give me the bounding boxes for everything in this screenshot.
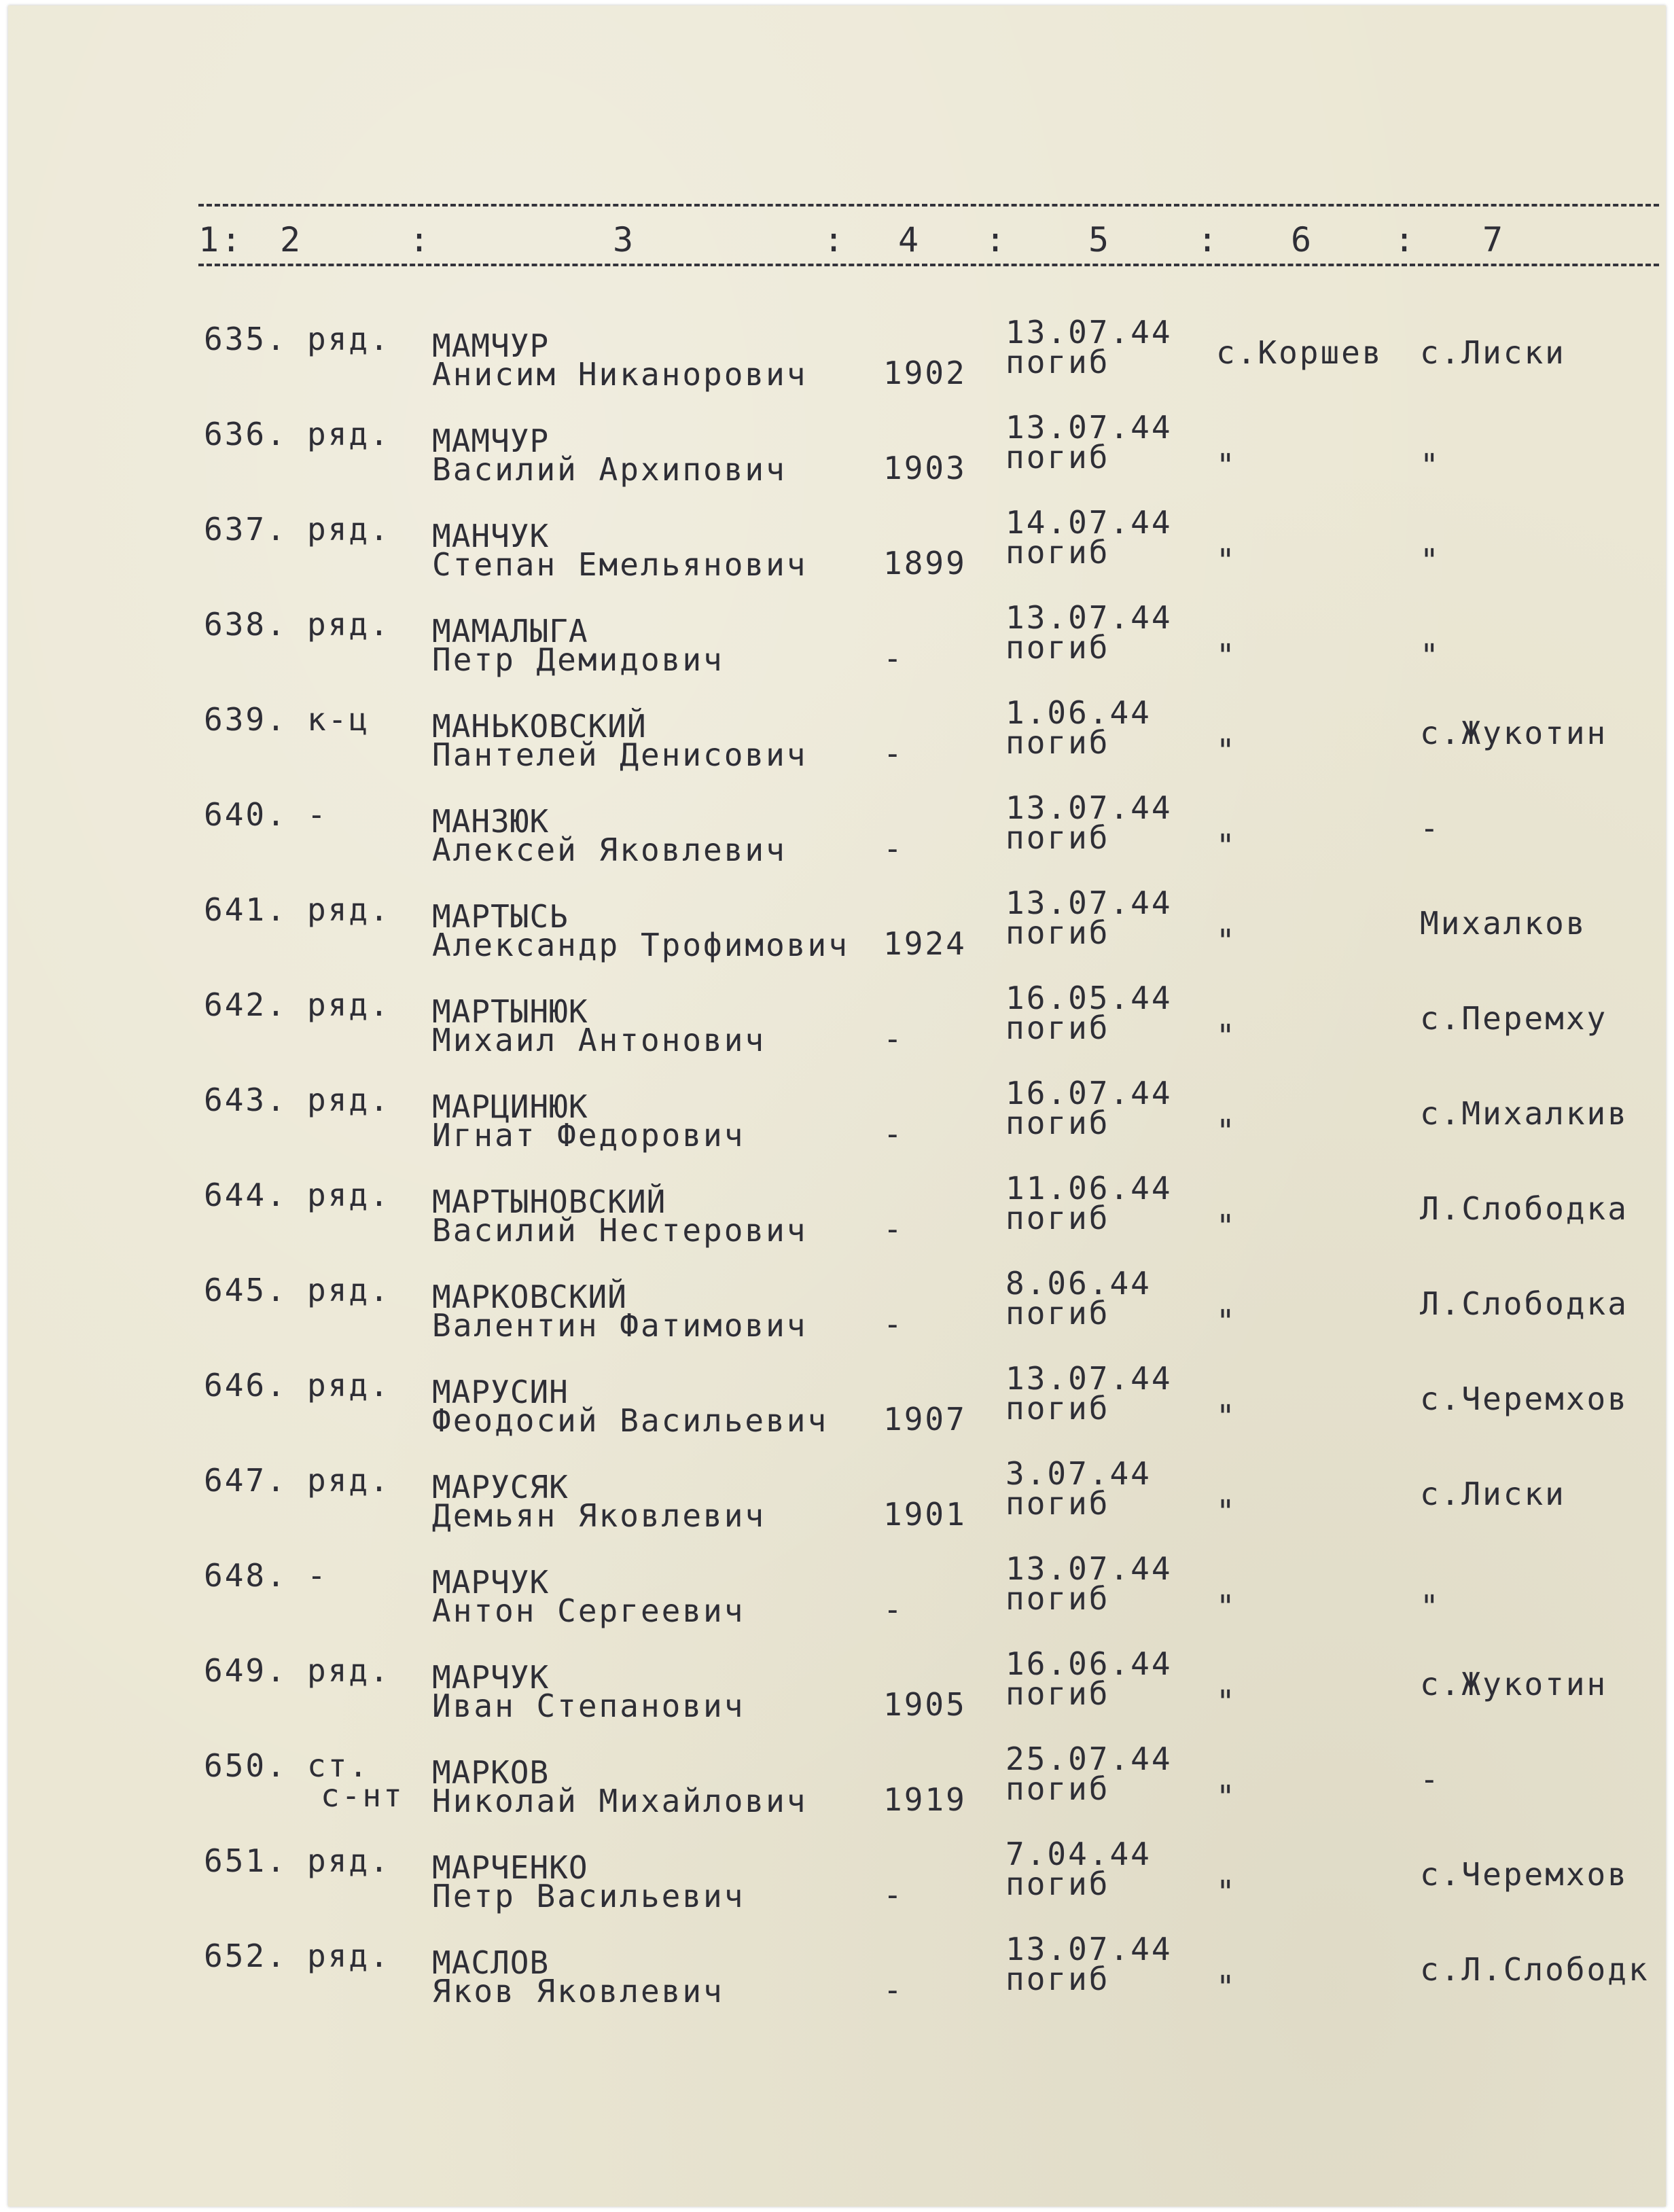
surname: МАСЛОВ xyxy=(432,1944,550,1981)
burial-place: с.Лиски xyxy=(1420,334,1566,371)
birth-year: 1924 xyxy=(883,925,967,962)
register-entry xyxy=(0,1931,1674,2031)
date: 8.06.44 xyxy=(1005,1265,1152,1302)
date: 13.07.44 xyxy=(1005,1360,1173,1397)
rank: ряд. xyxy=(307,1272,391,1308)
header-top-rule xyxy=(198,204,1659,207)
column-header-row xyxy=(198,216,1659,266)
surname: МАРКОВ xyxy=(432,1754,550,1791)
date: 13.07.44 xyxy=(1005,1931,1173,1967)
surname: МАНЬКОВСКИЙ xyxy=(432,708,647,745)
surname: МАРКОВСКИЙ xyxy=(432,1279,627,1315)
row-number: 636. xyxy=(204,416,287,452)
given-names: Михаил Антонович xyxy=(432,1022,766,1058)
place-of-death: " xyxy=(1216,1779,1237,1815)
date: 13.07.44 xyxy=(1005,314,1173,351)
row-number: 647. xyxy=(204,1462,287,1499)
header-col-6: 6 xyxy=(1291,220,1314,260)
rank: ряд. xyxy=(307,1938,391,1974)
header-col-5: 5 xyxy=(1088,220,1111,260)
register-entry xyxy=(0,980,1674,1080)
header-sep: : xyxy=(409,220,432,260)
register-entry xyxy=(0,885,1674,985)
given-names: Петр Демидович xyxy=(432,641,724,678)
fate: погиб xyxy=(1005,1105,1110,1141)
place-of-death: " xyxy=(1216,1493,1237,1530)
given-names: Николай Михайлович xyxy=(432,1783,808,1819)
given-names: Василий Нестерович xyxy=(432,1212,808,1249)
burial-place: " xyxy=(1420,637,1441,674)
given-names: Иван Степанович xyxy=(432,1688,745,1724)
place-of-death: " xyxy=(1216,1683,1237,1720)
given-names: Валентин Фатимович xyxy=(432,1307,808,1344)
rank: ряд. xyxy=(307,1082,391,1118)
birth-year: - xyxy=(883,640,904,677)
burial-place: с.Черемхов xyxy=(1420,1856,1628,1893)
place-of-death: " xyxy=(1216,827,1237,864)
birth-year: - xyxy=(883,1020,904,1057)
register-entry xyxy=(0,1645,1674,1746)
fate: погиб xyxy=(1005,1675,1110,1712)
surname: МАРЦИНЮК xyxy=(432,1088,588,1125)
rank: - xyxy=(307,796,328,833)
register-entry xyxy=(0,504,1674,605)
burial-place: - xyxy=(1420,810,1441,846)
surname: МАМЧУР xyxy=(432,423,550,459)
register-entry xyxy=(0,314,1674,414)
row-number: 650. xyxy=(204,1747,287,1784)
rank: ряд. xyxy=(307,1177,391,1213)
surname: МАРТЫНЮК xyxy=(432,993,588,1030)
date: 13.07.44 xyxy=(1005,599,1173,636)
register-entry xyxy=(0,789,1674,890)
place-of-death: " xyxy=(1216,1113,1237,1149)
place-of-death: " xyxy=(1216,1018,1237,1054)
surname: МАНЧУК xyxy=(432,518,550,554)
register-entry xyxy=(0,599,1674,700)
birth-year: - xyxy=(883,1876,904,1913)
row-number: 635. xyxy=(204,321,287,357)
row-number: 649. xyxy=(204,1652,287,1689)
header-col-4: 4 xyxy=(898,220,921,260)
header-sep: : xyxy=(1394,220,1417,260)
row-number: 643. xyxy=(204,1082,287,1118)
given-names: Игнат Федорович xyxy=(432,1117,745,1154)
place-of-death: " xyxy=(1216,1398,1237,1435)
date: 16.05.44 xyxy=(1005,980,1173,1016)
date: 3.07.44 xyxy=(1005,1455,1152,1492)
date: 16.07.44 xyxy=(1005,1075,1173,1111)
rank-second-line: с-нт xyxy=(321,1777,404,1814)
surname: МАРУСЯК xyxy=(432,1469,569,1505)
fate: погиб xyxy=(1005,1390,1110,1427)
birth-year: 1901 xyxy=(883,1496,967,1533)
register-entry xyxy=(0,694,1674,795)
row-number: 637. xyxy=(204,511,287,548)
place-of-death: " xyxy=(1216,1969,1237,2005)
surname: МАМАЛЫГА xyxy=(432,613,588,649)
date: 16.06.44 xyxy=(1005,1645,1173,1682)
header-sep: : xyxy=(823,220,847,260)
date: 13.07.44 xyxy=(1005,885,1173,921)
register-entry xyxy=(0,409,1674,510)
rank: ряд. xyxy=(307,1367,391,1404)
given-names: Яков Яковлевич xyxy=(432,1973,724,2010)
row-number: 640. xyxy=(204,796,287,833)
given-names: Петр Васильевич xyxy=(432,1878,745,1914)
fate: погиб xyxy=(1005,914,1110,951)
birth-year: - xyxy=(883,1211,904,1247)
surname: МАРЧУК xyxy=(432,1564,550,1601)
burial-place: с.Л.Слободк xyxy=(1420,1951,1650,1988)
fate: погиб xyxy=(1005,439,1110,476)
surname: МАРЧЕНКО xyxy=(432,1849,588,1886)
row-number: 645. xyxy=(204,1272,287,1308)
header-col-2: 2 xyxy=(280,220,303,260)
burial-place: " xyxy=(1420,542,1441,579)
rank: ряд. xyxy=(307,1842,391,1879)
fate: погиб xyxy=(1005,724,1110,761)
rank: к-ц xyxy=(307,701,370,738)
date: 13.07.44 xyxy=(1005,789,1173,826)
place-of-death: с.Коршев xyxy=(1216,334,1383,371)
burial-place: с.Черемхов xyxy=(1420,1380,1628,1417)
surname: МАМЧУР xyxy=(432,327,550,364)
place-of-death: " xyxy=(1216,1874,1237,1910)
row-number: 638. xyxy=(204,606,287,643)
birth-year: - xyxy=(883,830,904,867)
given-names: Антон Сергеевич xyxy=(432,1592,745,1629)
date: 7.04.44 xyxy=(1005,1836,1152,1872)
burial-place: " xyxy=(1420,447,1441,484)
fate: погиб xyxy=(1005,819,1110,856)
given-names: Александр Трофимович xyxy=(432,927,849,963)
fate: погиб xyxy=(1005,1580,1110,1617)
fate: погиб xyxy=(1005,1295,1110,1332)
given-names: Алексей Яковлевич xyxy=(432,832,787,868)
header-col-3: 3 xyxy=(613,220,636,260)
place-of-death: " xyxy=(1216,637,1237,674)
row-number: 651. xyxy=(204,1842,287,1879)
burial-place: с.Михалкив xyxy=(1420,1095,1628,1132)
given-names: Феодосий Васильевич xyxy=(432,1402,829,1439)
date: 14.07.44 xyxy=(1005,504,1173,541)
register-entry xyxy=(0,1550,1674,1651)
date: 11.06.44 xyxy=(1005,1170,1173,1207)
given-names: Пантелей Денисович xyxy=(432,736,808,773)
burial-place: Михалков xyxy=(1420,905,1587,942)
register-entry xyxy=(0,1075,1674,1175)
fate: погиб xyxy=(1005,1770,1110,1807)
burial-place: с.Лиски xyxy=(1420,1476,1566,1512)
place-of-death: " xyxy=(1216,1588,1237,1625)
burial-place: с.Перемху xyxy=(1420,1000,1608,1037)
burial-place: - xyxy=(1420,1761,1441,1798)
birth-year: 1919 xyxy=(883,1781,967,1818)
row-number: 644. xyxy=(204,1177,287,1213)
birth-year: 1902 xyxy=(883,355,967,391)
rank: ряд. xyxy=(307,321,391,357)
rank: ряд. xyxy=(307,1652,391,1689)
fate: погиб xyxy=(1005,1010,1110,1046)
birth-year: 1899 xyxy=(883,545,967,582)
birth-year: - xyxy=(883,1116,904,1152)
place-of-death: " xyxy=(1216,542,1237,579)
burial-place: Л.Слободка xyxy=(1420,1285,1628,1322)
rank: ст. xyxy=(307,1747,370,1784)
given-names: Степан Емельянович xyxy=(432,546,808,583)
row-number: 642. xyxy=(204,986,287,1023)
surname: МАРТЫНОВСКИЙ xyxy=(432,1183,666,1220)
row-number: 641. xyxy=(204,891,287,928)
register-entry xyxy=(0,1360,1674,1461)
birth-year: - xyxy=(883,735,904,772)
row-number: 639. xyxy=(204,701,287,738)
rank: ряд. xyxy=(307,986,391,1023)
birth-year: - xyxy=(883,1591,904,1628)
rank: ряд. xyxy=(307,1462,391,1499)
surname: МАНЗЮК xyxy=(432,803,550,840)
birth-year: - xyxy=(883,1972,904,2008)
birth-year: - xyxy=(883,1306,904,1342)
burial-place: с.Жукотин xyxy=(1420,1666,1608,1702)
given-names: Анисим Никанорович xyxy=(432,356,808,393)
given-names: Василий Архипович xyxy=(432,451,787,488)
place-of-death: " xyxy=(1216,923,1237,959)
fate: погиб xyxy=(1005,1961,1110,1997)
date: 25.07.44 xyxy=(1005,1741,1173,1777)
birth-year: 1903 xyxy=(883,450,967,486)
place-of-death: " xyxy=(1216,1208,1237,1245)
rank: ряд. xyxy=(307,511,391,548)
surname: МАРУСИН xyxy=(432,1374,569,1410)
fate: погиб xyxy=(1005,534,1110,571)
row-number: 646. xyxy=(204,1367,287,1404)
date: 13.07.44 xyxy=(1005,409,1173,446)
place-of-death: " xyxy=(1216,732,1237,769)
register-entry xyxy=(0,1170,1674,1270)
rank: ряд. xyxy=(307,891,391,928)
rank: ряд. xyxy=(307,606,391,643)
fate: погиб xyxy=(1005,1485,1110,1522)
date: 13.07.44 xyxy=(1005,1550,1173,1587)
burial-place: с.Жукотин xyxy=(1420,715,1608,751)
fate: погиб xyxy=(1005,344,1110,380)
place-of-death: " xyxy=(1216,1303,1237,1340)
row-number: 652. xyxy=(204,1938,287,1974)
header-sep: : xyxy=(985,220,1008,260)
rank: ряд. xyxy=(307,416,391,452)
birth-year: 1907 xyxy=(883,1401,967,1438)
fate: погиб xyxy=(1005,1200,1110,1236)
register-entry xyxy=(0,1265,1674,1366)
row-number: 648. xyxy=(204,1557,287,1594)
date: 1.06.44 xyxy=(1005,694,1152,731)
register-entry xyxy=(0,1836,1674,1936)
burial-place: Л.Слободка xyxy=(1420,1190,1628,1227)
place-of-death: " xyxy=(1216,447,1237,484)
rank: - xyxy=(307,1557,328,1594)
header-col-1: 1: xyxy=(198,220,244,260)
fate: погиб xyxy=(1005,629,1110,666)
surname: МАРТЫСЬ xyxy=(432,898,569,935)
register-entry xyxy=(0,1455,1674,1556)
birth-year: 1905 xyxy=(883,1686,967,1723)
burial-place: " xyxy=(1420,1588,1441,1625)
given-names: Демьян Яковлевич xyxy=(432,1497,766,1534)
header-col-7: 7 xyxy=(1482,220,1506,260)
surname: МАРЧУК xyxy=(432,1659,550,1696)
header-sep: : xyxy=(1197,220,1220,260)
register-entry xyxy=(0,1741,1674,1841)
fate: погиб xyxy=(1005,1866,1110,1902)
